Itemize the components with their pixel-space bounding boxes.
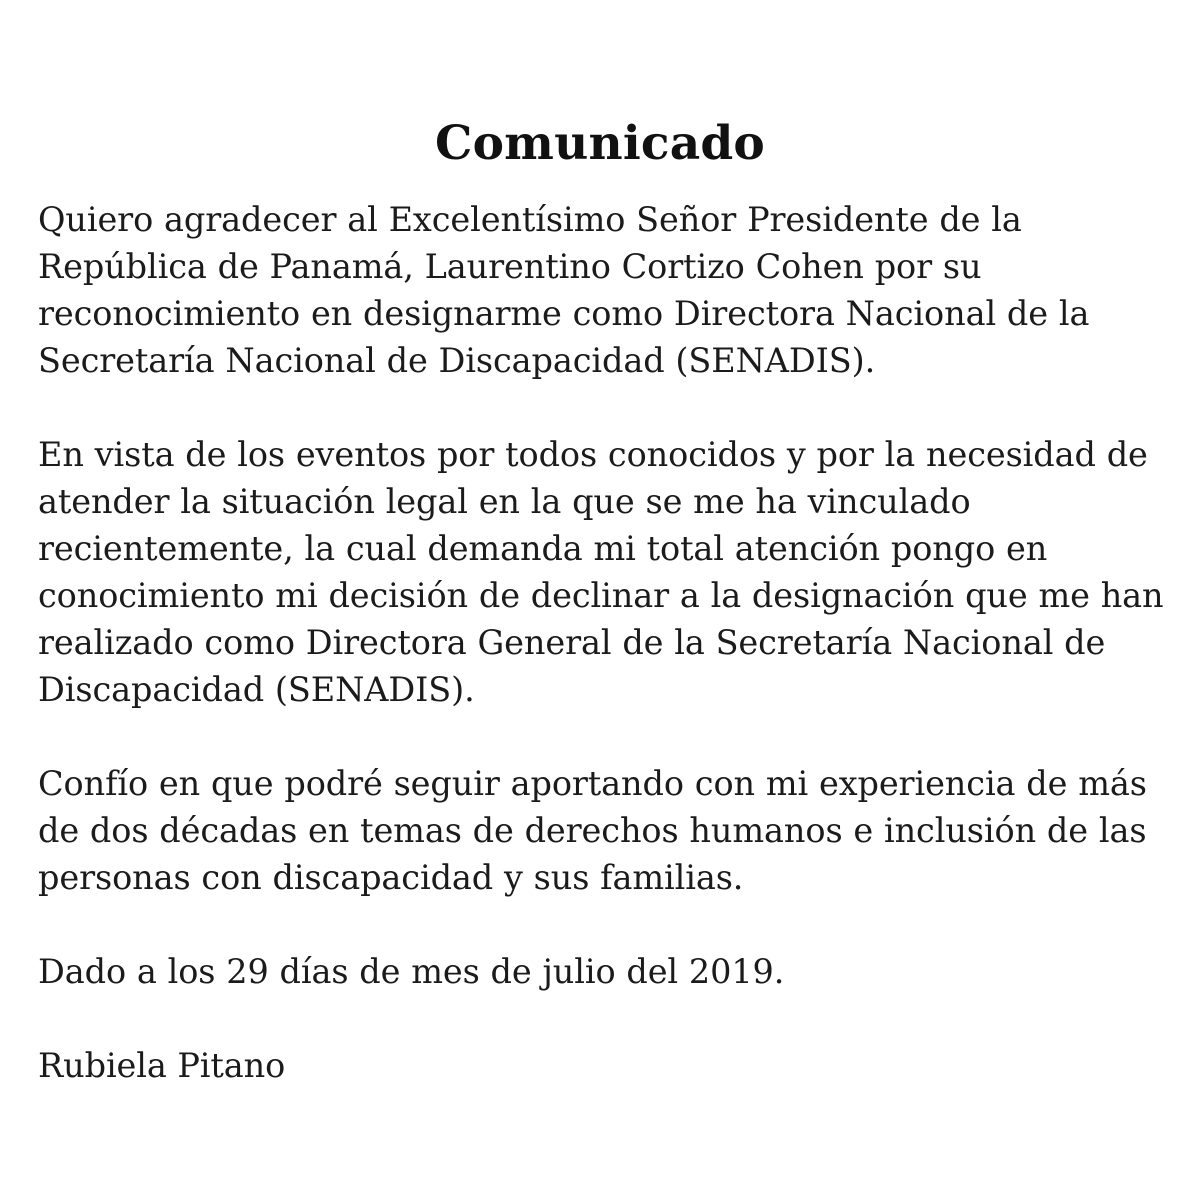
page-title: Comunicado: [435, 116, 765, 171]
date-line: Dado a los 29 días de mes de julio del 2019.: [38, 952, 785, 991]
paragraph-2: En vista de los eventos por todos conocidos y por la necesidad de atender la situación legal en la que se me ha vinculado recientemente, la cual demanda mi total atención pongo en conocimiento mi decisión de declinar a la designación que me han realizado como Directora General de la Secretaría Nacional de Discapacidad (SENADIS).: [38, 435, 1164, 709]
paragraph-1: Quiero agradecer al Excelentísimo Señor Presidente de la República de Panamá, Laurentino Cortizo Cohen por su reconocimiento en designarme como Directora Nacional de la Secretaría Nacional de Discapacidad (SENADIS).: [38, 200, 1090, 380]
signature-name: Rubiela Pitano: [38, 1046, 286, 1085]
document-body: [38, 196, 1170, 1089]
paragraph-3: Confío en que podré seguir aportando con mi experiencia de más de dos décadas en temas de derechos humanos e inclusión de las personas con discapacidad y sus familias.: [38, 764, 1147, 897]
